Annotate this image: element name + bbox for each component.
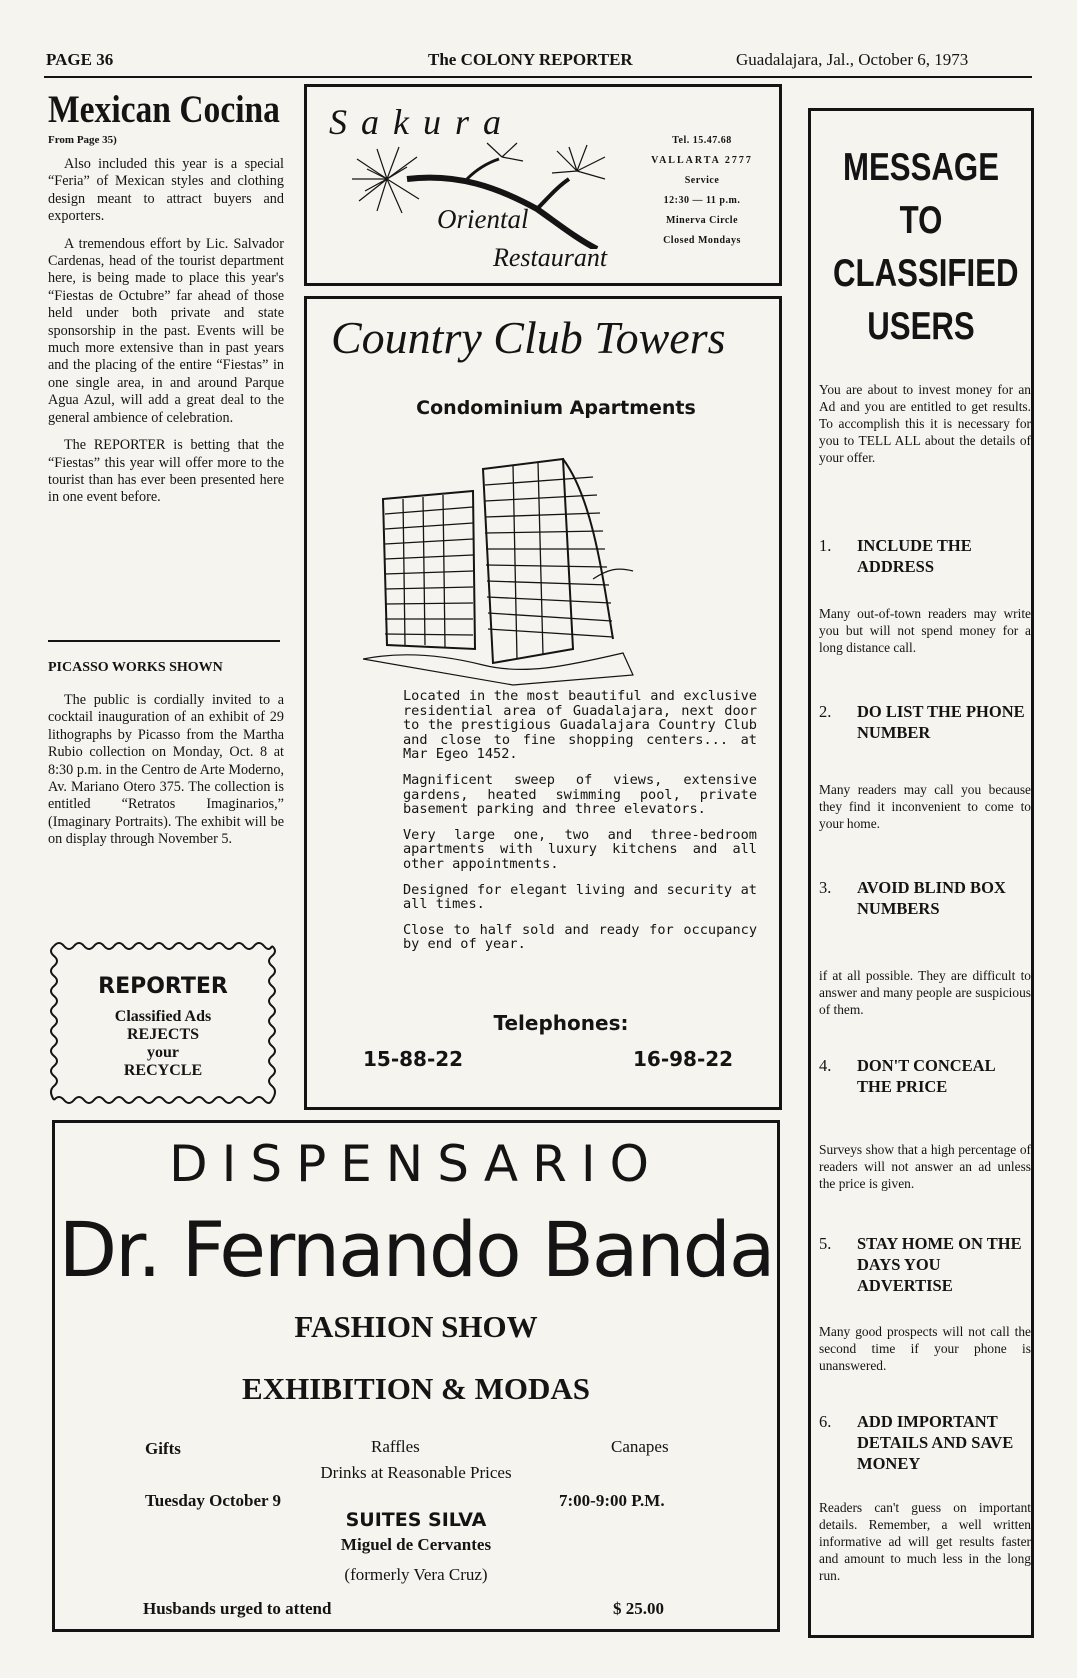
sakura-circle: Minerva Circle xyxy=(665,215,739,226)
message-title-line: CLASSIFIED xyxy=(833,252,1019,295)
headline-mexican-cocina: Mexican Cocina xyxy=(48,88,280,131)
tip-text: Many good prospects will not call the second time if your phone is unanswered. xyxy=(819,1324,1031,1373)
tip-number: 4. xyxy=(819,1056,832,1075)
message-content xyxy=(811,111,1031,1635)
tip-text: Many out-of-town readers may write you but will not spend money for a long distance call. xyxy=(819,606,1031,655)
tip-title: ADD IMPORTANT DETAILS AND SAVE MONEY xyxy=(857,1412,1014,1473)
phone-number-1: 15-88-22 xyxy=(363,1047,464,1071)
tip-text: Readers can't guess on important details. Remember, a well written informative ad will get results faster and amount to much less in the long run. xyxy=(819,1500,1031,1583)
picasso-heading: PICASSO WORKS SHOWN xyxy=(48,660,223,675)
sakura-address: VALLARTA 2777 xyxy=(651,155,753,166)
tip-number: 5. xyxy=(819,1234,832,1253)
message-title-line: USERS xyxy=(867,305,975,348)
dispensario-title: DISPENSARIO xyxy=(169,1135,663,1193)
message-title-line: MESSAGE xyxy=(842,146,1000,189)
venue-street: Miguel de Cervantes xyxy=(340,1535,492,1554)
tip-title: DO LIST THE PHONE NUMBER xyxy=(857,702,1025,742)
message-intro: You are about to invest money for an Ad and you are entitled to get results. To accomplish this it is necessary for you to TELL ALL about the details of your offer. xyxy=(819,382,1031,465)
drinks-line: Drinks at Reasonable Prices xyxy=(320,1463,512,1482)
tip-item xyxy=(819,1233,1029,1296)
telephones-label: Telephones: xyxy=(493,1011,629,1035)
tip-text: if at all possible. They are difficult to answer and many people are suspicious of them. xyxy=(819,968,1031,1017)
tip-item xyxy=(819,877,1029,919)
phone-number-2: 16-98-22 xyxy=(633,1047,734,1071)
column-divider xyxy=(48,640,280,642)
reporter-box-line: RECYCLE xyxy=(123,1062,203,1079)
picasso-article xyxy=(48,660,284,859)
condominium-subtitle: Condominium Apartments xyxy=(416,397,696,419)
tip-item xyxy=(819,535,1029,577)
tower-building-illustration xyxy=(363,439,643,689)
sakura-info xyxy=(633,135,771,246)
venue-formerly: (formerly Vera Cruz) xyxy=(344,1565,488,1584)
event-time: 7:00-9:00 P.M. xyxy=(559,1491,665,1510)
tip-number: 2. xyxy=(819,702,832,721)
tip-item xyxy=(819,1411,1029,1474)
price-label: $ 25.00 xyxy=(613,1599,664,1618)
tip-title: INCLUDE THE ADDRESS xyxy=(857,536,972,576)
country-club-paragraph: Designed for elegant living and security at all times. xyxy=(403,881,757,913)
sakura-closed: Closed Mondays xyxy=(663,235,741,246)
sakura-restaurant-word: Restaurant xyxy=(493,243,608,272)
dateline: Guadalajara, Jal., October 6, 1973 xyxy=(736,50,969,69)
country-club-copy xyxy=(403,689,757,963)
tip-item xyxy=(819,701,1029,743)
country-club-towers-ad xyxy=(304,296,782,1110)
gifts-label: Gifts xyxy=(145,1439,181,1458)
reporter-box-lines xyxy=(48,1008,278,1080)
tip-number: 3. xyxy=(819,878,832,897)
reporter-classified-box xyxy=(48,938,278,1108)
tip-item xyxy=(819,1055,1029,1097)
husbands-line: Husbands urged to attend xyxy=(143,1599,332,1618)
tip-text: Surveys show that a high percentage of readers will not answer an ad unless the price is given. xyxy=(819,1142,1031,1191)
header-rule xyxy=(44,76,1032,78)
tip-number: 6. xyxy=(819,1412,832,1431)
reporter-box-line: REJECTS xyxy=(126,1026,200,1043)
reporter-box-line: your xyxy=(147,1044,179,1061)
article-paragraph: Also included this year is a special “Feria” of Mexican styles and clothing design meant to attract buyers and exporters. xyxy=(48,156,284,225)
page-number: PAGE 36 xyxy=(46,50,114,69)
country-club-paragraph: Close to half sold and ready for occupancy by end of year. xyxy=(403,921,757,953)
tip-text: Many readers may call you because they find it inconvenient to come to your home. xyxy=(819,782,1031,831)
tip-number: 1. xyxy=(819,536,832,555)
country-club-paragraph: Located in the most beautiful and exclusive residential area of Guadalajara, next door to the prestigious Guadalajara Country Club and close to fine shopping centers... at Mar Egeo 1452. xyxy=(403,688,757,763)
reporter-box-line: Classified Ads xyxy=(114,1008,212,1025)
sakura-hours: 12:30 — 11 p.m. xyxy=(663,195,741,206)
country-club-title: Country Club Towers xyxy=(331,312,726,363)
doctor-name: Dr. Fernando Banda xyxy=(58,1205,774,1294)
sakura-oriental: Oriental xyxy=(437,204,529,234)
dispensario-ad xyxy=(52,1120,780,1632)
message-title xyxy=(833,141,1019,353)
message-title-line: TO xyxy=(899,199,943,242)
article-paragraph: The REPORTER is betting that the “Fiestas” this year will offer more to the tourist than has ever been presented here in one event before. xyxy=(48,437,284,506)
sakura-brand: Sakura xyxy=(329,102,515,142)
left-column xyxy=(48,88,284,517)
raffles-label: Raffles xyxy=(371,1437,420,1456)
sakura-service: Service xyxy=(684,175,720,186)
country-club-paragraph: Magnificent sweep of views, extensive gardens, heated swimming pool, private basement parking and three elevators. xyxy=(403,771,757,818)
picasso-paragraph: The public is cordially invited to a cocktail inauguration of an exhibit of 29 lithographs by Picasso from the Martha Rubio collection on Monday, Oct. 8 at 8:30 p.m. in the Centro de Arte Moderno, Av. Mariano Otero 375. The collection is entitled “Retratos Imaginarios,” (Imaginary Portraits). The exhibit will be on display through November 5. xyxy=(48,692,284,848)
fashion-show: FASHION SHOW xyxy=(294,1309,538,1344)
venue-name: SUITES SILVA xyxy=(345,1509,487,1531)
canapes-label: Canapes xyxy=(611,1437,669,1456)
tip-title: STAY HOME ON THE DAYS YOU ADVERTISE xyxy=(857,1234,1022,1295)
reporter-box-title: REPORTER xyxy=(98,974,228,999)
jump-line: From Page 35) xyxy=(48,134,117,146)
tip-title: AVOID BLIND BOX NUMBERS xyxy=(857,878,1006,918)
newspaper-name: The COLONY REPORTER xyxy=(428,50,633,69)
article-paragraph: A tremendous effort by Lic. Salvador Cardenas, head of the tourist department here, is being made to place this year's “Fiestas de Octubre” far ahead of those held under both private and state sponsorship in the past. Events will be much more extensive than in past years and the placing of the entire “Fiestas” in one single area, in and around Parque Agua Azul, will add a great deal to the general ambience of celebration. xyxy=(48,235,284,426)
tip-title: DON'T CONCEAL THE PRICE xyxy=(857,1056,995,1096)
message-to-classified-box xyxy=(808,108,1034,1638)
country-club-paragraph: Very large one, two and three-bedroom apartments with luxury kitchens and all other appointments. xyxy=(403,826,757,872)
exhibition-modas: EXHIBITION & MODAS xyxy=(242,1371,590,1406)
sakura-restaurant-ad xyxy=(304,84,782,286)
event-date: Tuesday October 9 xyxy=(145,1491,282,1510)
sakura-tel: Tel. 15.47.68 xyxy=(672,135,732,146)
